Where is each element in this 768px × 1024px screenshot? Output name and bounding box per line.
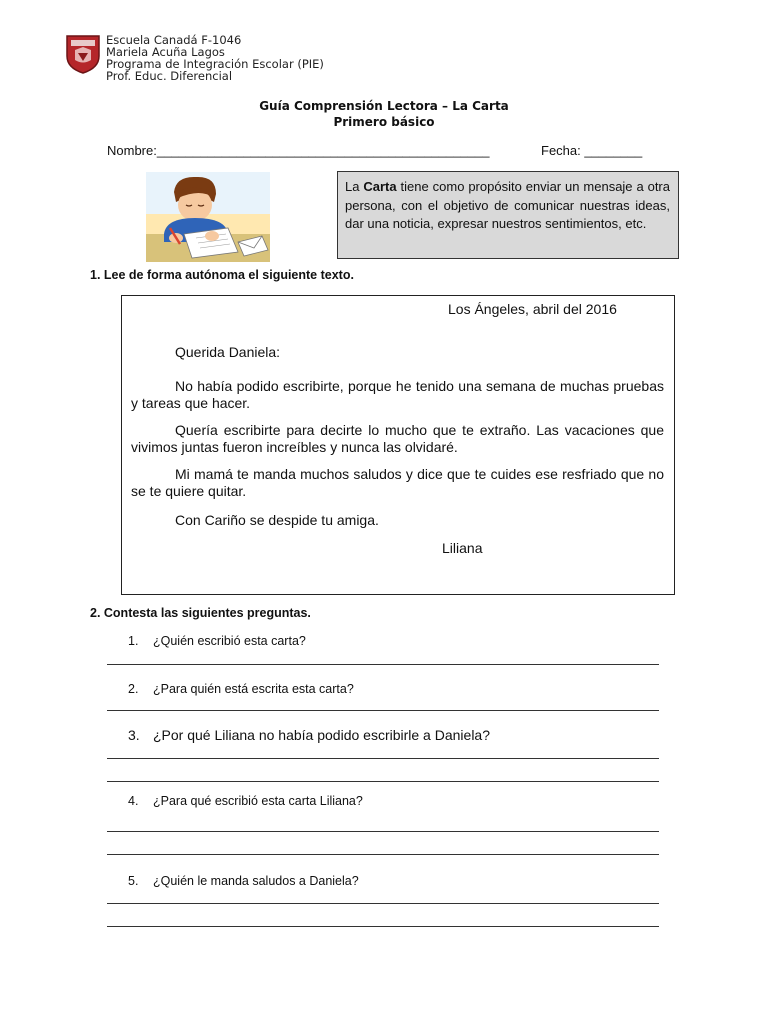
name-field: Nombre:______________________________________________: [107, 143, 490, 158]
definition-text: tiene como propósito enviar un mensaje a otra persona, con el objetivo de comunicar nuestras ideas, dar una noticia, expresar nuestros sentimientos, etc.: [345, 179, 670, 231]
question-4: [128, 794, 363, 808]
definition-keyword: Carta: [363, 179, 397, 194]
question-number: 2.: [128, 682, 139, 696]
document-title-block: [0, 98, 768, 130]
letter-paragraph-3: Mi mamá te manda muchos saludos y dice que te cuides ese resfriado que no se te quiere quitar.: [131, 466, 664, 499]
answer-line[interactable]: [107, 781, 659, 782]
answer-line[interactable]: [107, 664, 659, 665]
answer-line[interactable]: [107, 758, 659, 759]
letter-closing: Con Cariño se despide tu amiga.: [175, 512, 379, 528]
question-text: ¿Para qué escribió esta carta Liliana?: [153, 794, 363, 808]
school-header: [66, 34, 324, 82]
question-number: 5.: [128, 874, 139, 888]
question-3: [128, 727, 490, 743]
question-text: ¿Quién le manda saludos a Daniela?: [153, 874, 359, 888]
question-1: [128, 634, 306, 648]
letter-greeting: Querida Daniela:: [175, 344, 281, 360]
letter-place-date: Los Ángeles, abril del 2016: [448, 301, 617, 317]
letter-text-box: [121, 295, 675, 595]
answer-line[interactable]: [107, 926, 659, 927]
document-title: Guía Comprensión Lectora – La Carta: [259, 99, 509, 113]
letter-signature: Liliana: [442, 540, 483, 556]
answer-line[interactable]: [107, 854, 659, 855]
letter-paragraph-1: No había podido escribirte, porque he tenido una semana de muchas pruebas y tareas que hacer.: [131, 378, 664, 411]
school-name: Escuela Canadá F-1046: [106, 33, 242, 47]
answer-line[interactable]: [107, 831, 659, 832]
teacher-role: Prof. Educ. Diferencial: [106, 69, 233, 83]
question-2: [128, 682, 354, 696]
definition-pre: La: [345, 179, 364, 194]
document-subtitle: Primero básico: [333, 115, 435, 129]
question-5: [128, 874, 359, 888]
date-field: Fecha: ________: [541, 143, 643, 158]
school-crest-logo: [66, 34, 100, 74]
answer-line[interactable]: [107, 903, 659, 904]
program-name: Programa de Integración Escolar (PIE): [106, 57, 324, 71]
answer-line[interactable]: [107, 710, 659, 711]
question-number: 1.: [128, 634, 139, 648]
section-2-title: 2. Contesta las siguientes preguntas.: [90, 606, 311, 620]
question-number: 4.: [128, 794, 139, 808]
section-1-title: 1. Lee de forma autónoma el siguiente texto.: [90, 268, 354, 282]
teacher-name: Mariela Acuña Lagos: [106, 45, 225, 59]
question-number: 3.: [128, 727, 140, 743]
child-writing-illustration: [146, 172, 270, 262]
question-text: ¿Quién escribió esta carta?: [153, 634, 306, 648]
letter-definition-box: [337, 171, 679, 259]
letter-paragraph-2: Quería escribirte para decirte lo mucho que te extraño. Las vacaciones que vivimos juntas fueron increíbles y nunca las olvidaré.: [131, 422, 664, 455]
question-text: ¿Por qué Liliana no había podido escribirle a Daniela?: [153, 727, 490, 743]
question-text: ¿Para quién está escrita esta carta?: [153, 682, 354, 696]
